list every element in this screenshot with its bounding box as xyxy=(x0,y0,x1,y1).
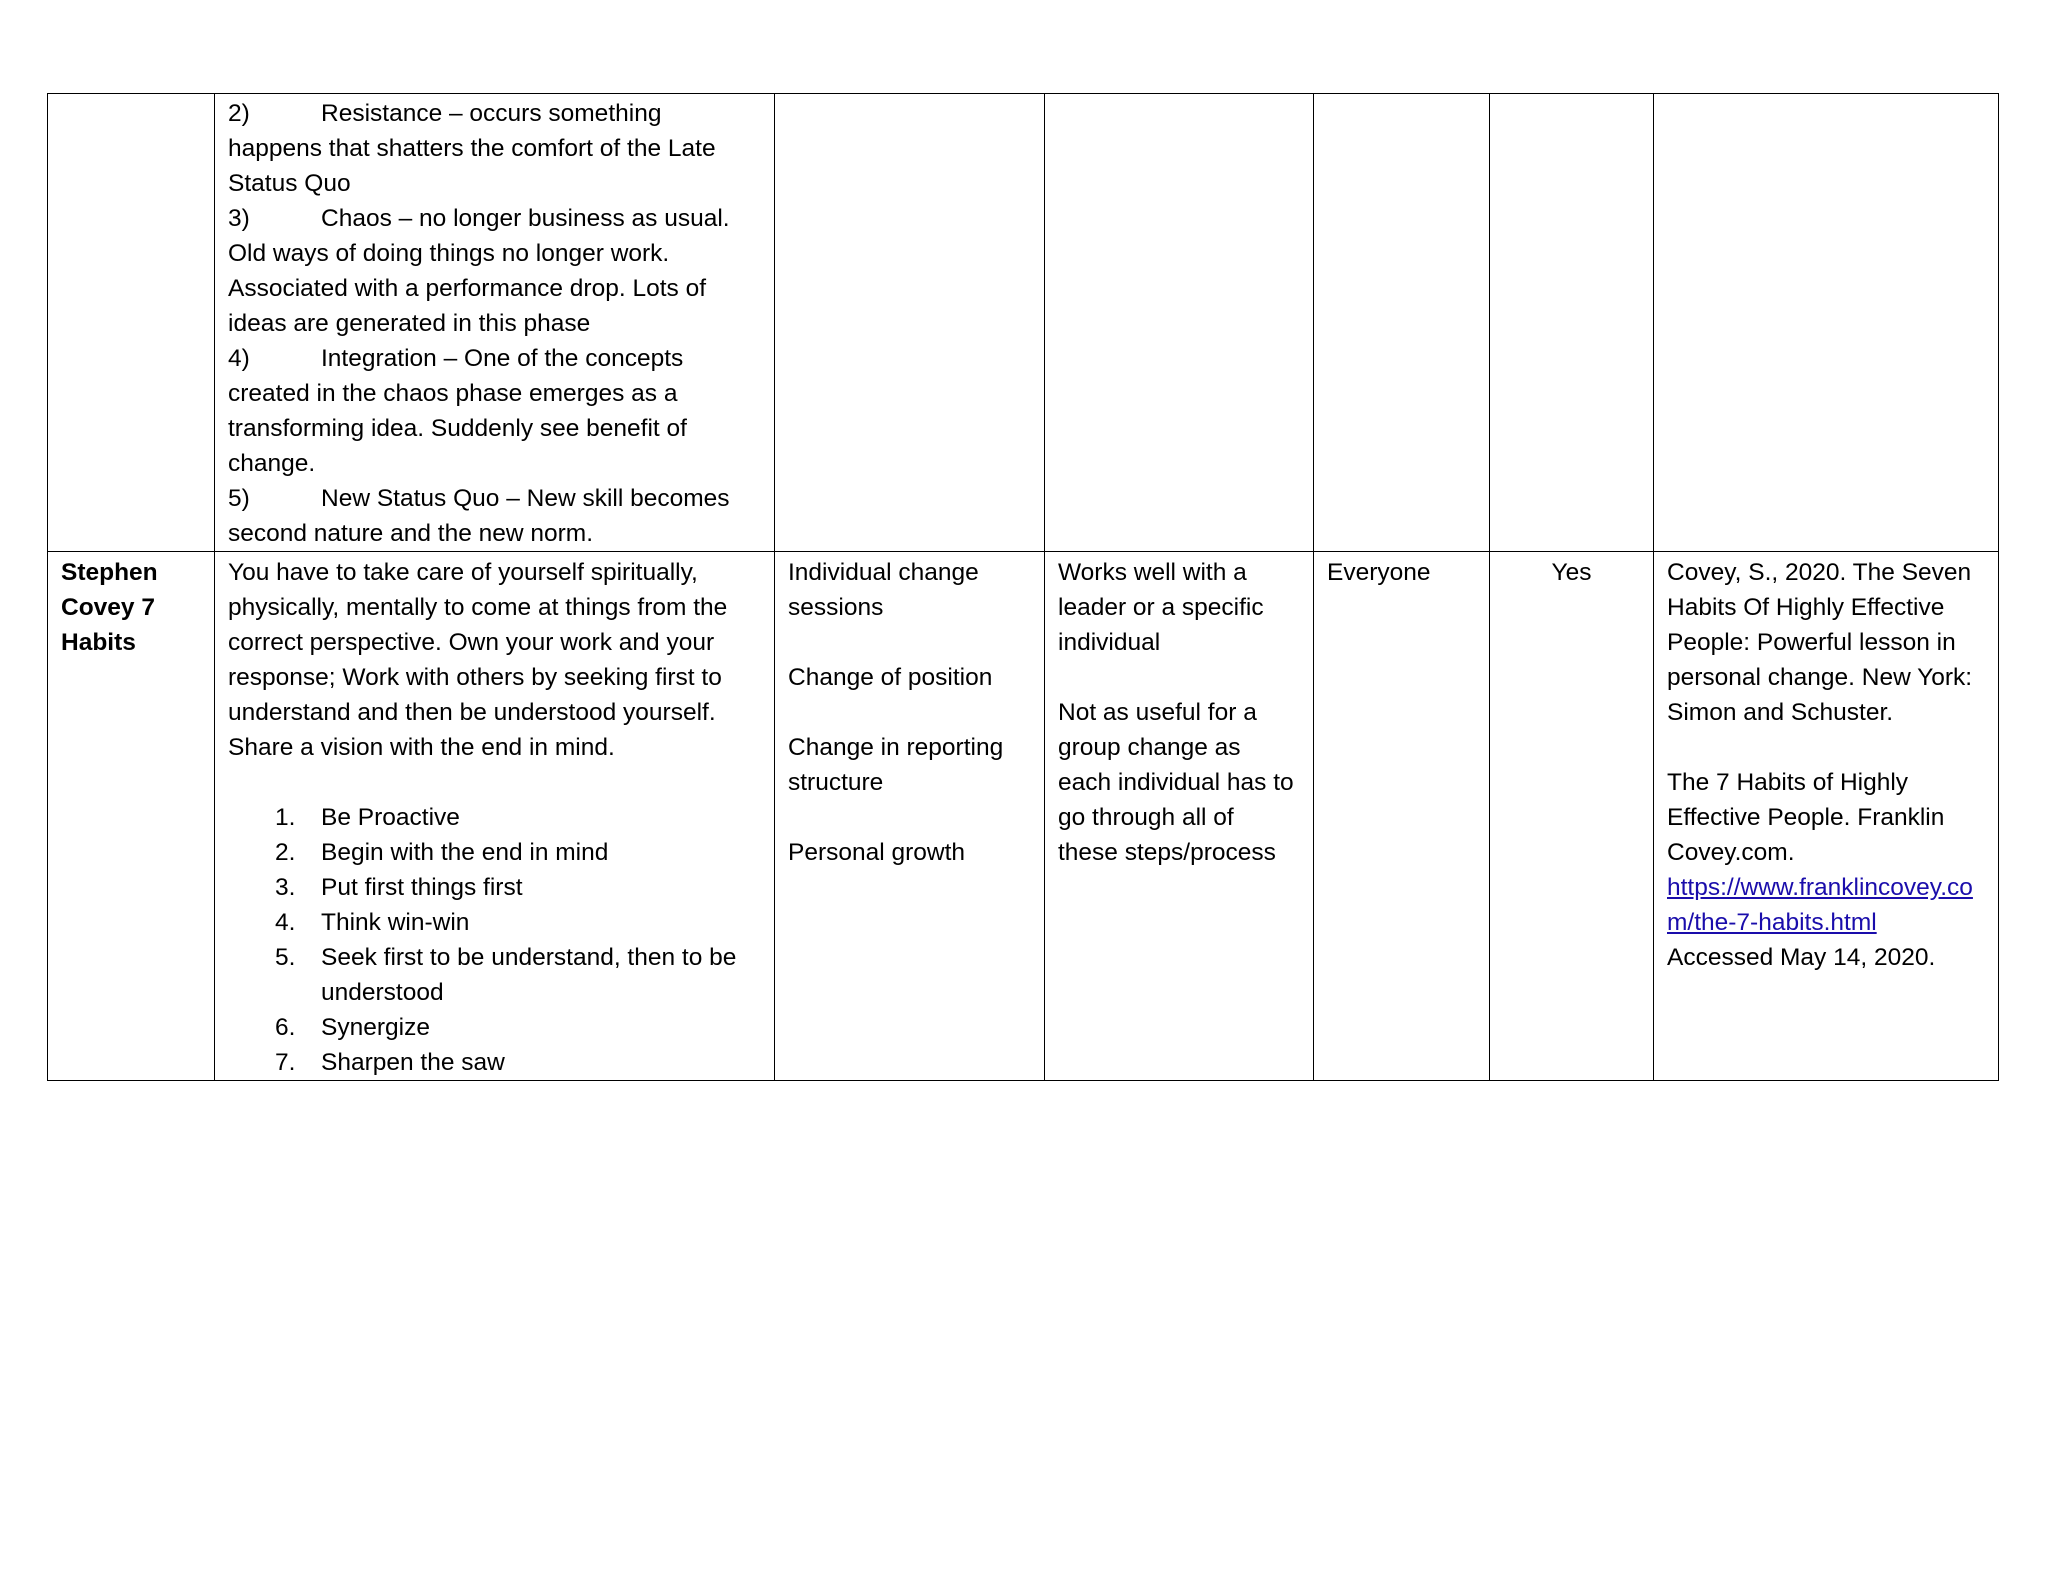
reference-cell xyxy=(1654,552,1999,1081)
use-item: Individual change sessions xyxy=(788,559,979,621)
table-row-covey xyxy=(48,552,1999,1081)
habit-item: 2. Begin with the end in mind xyxy=(275,839,609,866)
uses-cell xyxy=(775,552,1045,1081)
reference-web: The 7 Habits of Highly Effective People. Franklin Covey.com. xyxy=(1667,769,1945,866)
habit-item: 7. Sharpen the saw xyxy=(275,1049,505,1076)
habit-item: 3. Put first things first xyxy=(275,874,523,901)
audience-cell-empty xyxy=(1314,94,1490,552)
habit-item: 1. Be Proactive xyxy=(275,804,460,831)
notes-cell xyxy=(1045,552,1314,1081)
model-description: You have to take care of yourself spiritually, physically, mentally to come at things from the correct perspective. Own your work and your response; Work with others by seeking first to understand and then be understood yourself. Share a vision with the end in mind. xyxy=(228,559,728,761)
reference-accessed: Accessed May 14, 2020. xyxy=(1667,944,1936,971)
notes-cell-empty xyxy=(1045,94,1314,552)
document-table xyxy=(47,93,1999,1081)
phase-item: 5) New Status Quo – New skill becomes second nature and the new norm. xyxy=(228,485,730,547)
habit-item: 5. Seek first to be understand, then to be understood xyxy=(275,944,737,1006)
reference-citation: Covey, S., 2020. The Seven Habits Of Highly Effective People: Powerful lesson in personal change. New York: Simon and Schuster. xyxy=(1667,559,1973,726)
table-row-continuation xyxy=(48,94,1999,552)
habits-list xyxy=(228,800,761,1080)
uses-cell-empty xyxy=(775,94,1045,552)
description-cell xyxy=(215,552,775,1081)
name-cell-empty xyxy=(48,94,215,552)
phases-cell xyxy=(215,94,775,552)
use-item: Change in reporting structure xyxy=(788,734,1004,796)
answer-cell-empty xyxy=(1490,94,1654,552)
phase-item: 4) Integration – One of the concepts created in the chaos phase emerges as a transforming idea. Suddenly see benefit of change. xyxy=(228,345,687,477)
use-item: Personal growth xyxy=(788,839,966,866)
habit-item: 6. Synergize xyxy=(275,1014,430,1041)
reference-cell-empty xyxy=(1654,94,1999,552)
model-name-cell xyxy=(48,552,215,1081)
audience-value: Everyone xyxy=(1327,559,1431,586)
note-item: Not as useful for a group change as each individual has to go through all of these steps/process xyxy=(1058,699,1294,866)
audience-cell xyxy=(1314,552,1490,1081)
answer-value: Yes xyxy=(1551,559,1592,586)
habit-item: 4. Think win-win xyxy=(275,909,470,936)
phase-item: 2) Resistance – occurs something happens that shatters the comfort of the Late Status Quo xyxy=(228,100,716,197)
model-name: Stephen Covey 7 Habits xyxy=(61,559,158,656)
answer-cell xyxy=(1490,552,1654,1081)
phase-item: 3) Chaos – no longer business as usual. Old ways of doing things no longer work. Associated with a performance drop. Lots of ideas are generated in this phase xyxy=(228,205,730,337)
reference-link[interactable]: https://www.franklincovey.com/the-7-habits.html xyxy=(1667,874,1973,936)
note-item: Works well with a leader or a specific individual xyxy=(1058,559,1264,656)
use-item: Change of position xyxy=(788,664,993,691)
